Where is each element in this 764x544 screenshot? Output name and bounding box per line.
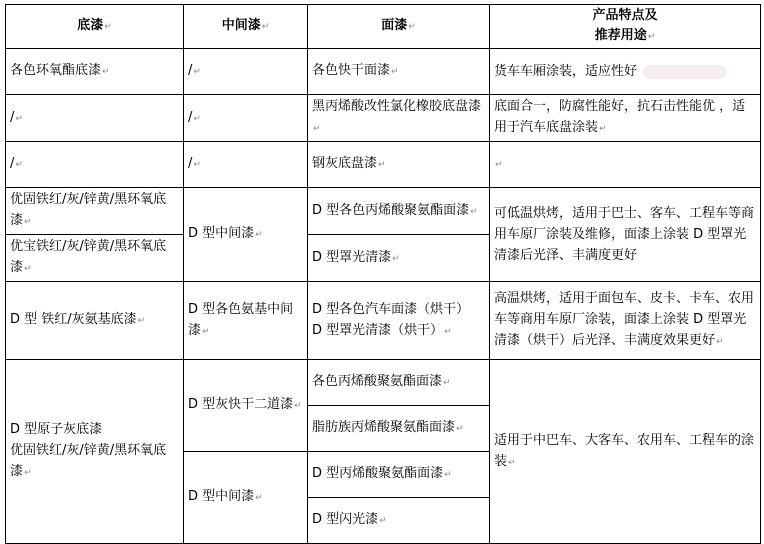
cell-features: 底面合一，防腐性能好，抗石击性能优 ，适用于汽车底盘涂装↵ (490, 95, 761, 142)
cell-primer: 优固铁红/灰/锌黄/黑环氧底漆↵ (6, 188, 184, 235)
cell-topcoat: D 型罩光清漆↵ (308, 235, 490, 282)
cell-features: 货车车厢涂装，适应性好 (490, 49, 761, 95)
cell-intermediate: D 型各色氨基中间漆↵ (184, 282, 308, 360)
cell-topcoat: D 型丙烯酸聚氨酯面漆↵ (308, 452, 490, 498)
cell-primer: /↵ (6, 142, 184, 188)
header-intermediate: 中间漆↵ (184, 5, 308, 49)
cell-features: ↵ (490, 142, 761, 188)
cell-intermediate: /↵ (184, 95, 308, 142)
cell-primer: /↵ (6, 95, 184, 142)
cell-intermediate: /↵ (184, 142, 308, 188)
cell-topcoat: D 型闪光漆↵ (308, 498, 490, 544)
cell-topcoat: 黑丙烯酸改性氯化橡胶底盘漆↵ (308, 95, 490, 142)
cell-features: 适用于中巴车、大客车、农用车、工程车的涂装↵ (490, 360, 761, 544)
cell-intermediate: D 型灰快干二道漆↵ (184, 360, 308, 452)
table-row (6, 188, 761, 235)
cell-topcoat: 钢灰底盘漆↵ (308, 142, 490, 188)
cell-intermediate: D 型中间漆↵ (184, 452, 308, 544)
table-row (6, 360, 761, 406)
table-row (6, 49, 761, 95)
cell-topcoat: 各色丙烯酸聚氨酯面漆↵ (308, 360, 490, 406)
header-features: 产品特点及 推荐用途↵ (490, 5, 761, 49)
table-row (6, 282, 761, 360)
cell-topcoat: D 型各色汽车面漆（烘干） D 型罩光清漆（烘干）↵ (308, 282, 490, 360)
blurred-overlay (643, 65, 727, 79)
cell-primer: 各色环氧酯底漆↵ (6, 49, 184, 95)
table-row (6, 95, 761, 142)
table-header-row (6, 5, 761, 49)
cell-intermediate: D 型中间漆↵ (184, 188, 308, 282)
header-topcoat: 面漆↵ (308, 5, 490, 49)
cell-features: 可低温烘烤，适用于巴士、客车、工程车等商用车原厂涂装及维修，面漆上涂装 D 型罩光清漆后光泽、丰满度更好 (490, 188, 761, 282)
cell-primer: D 型原子灰底漆 优固铁红/灰/锌黄/黑环氧底漆↵ (6, 360, 184, 544)
cell-primer: D 型 铁红/灰氨基底漆↵ (6, 282, 184, 360)
cell-topcoat: D 型各色丙烯酸聚氨酯面漆↵ (308, 188, 490, 235)
header-primer: 底漆↵ (6, 5, 184, 49)
table-row (6, 142, 761, 188)
cell-primer: 优宝铁红/灰/锌黄/黑环氧底漆↵ (6, 235, 184, 282)
cell-topcoat: 各色快干面漆↵ (308, 49, 490, 95)
paint-system-table (5, 4, 761, 544)
cell-topcoat: 脂肪族丙烯酸聚氨酯面漆↵ (308, 406, 490, 452)
cell-intermediate: /↵ (184, 49, 308, 95)
cell-features: 高温烘烤，适用于面包车、皮卡、卡车、农用车等商用车原厂涂装，面漆上涂装 D 型罩光清漆（烘干）后光泽、丰满度效果更好↵ (490, 282, 761, 360)
